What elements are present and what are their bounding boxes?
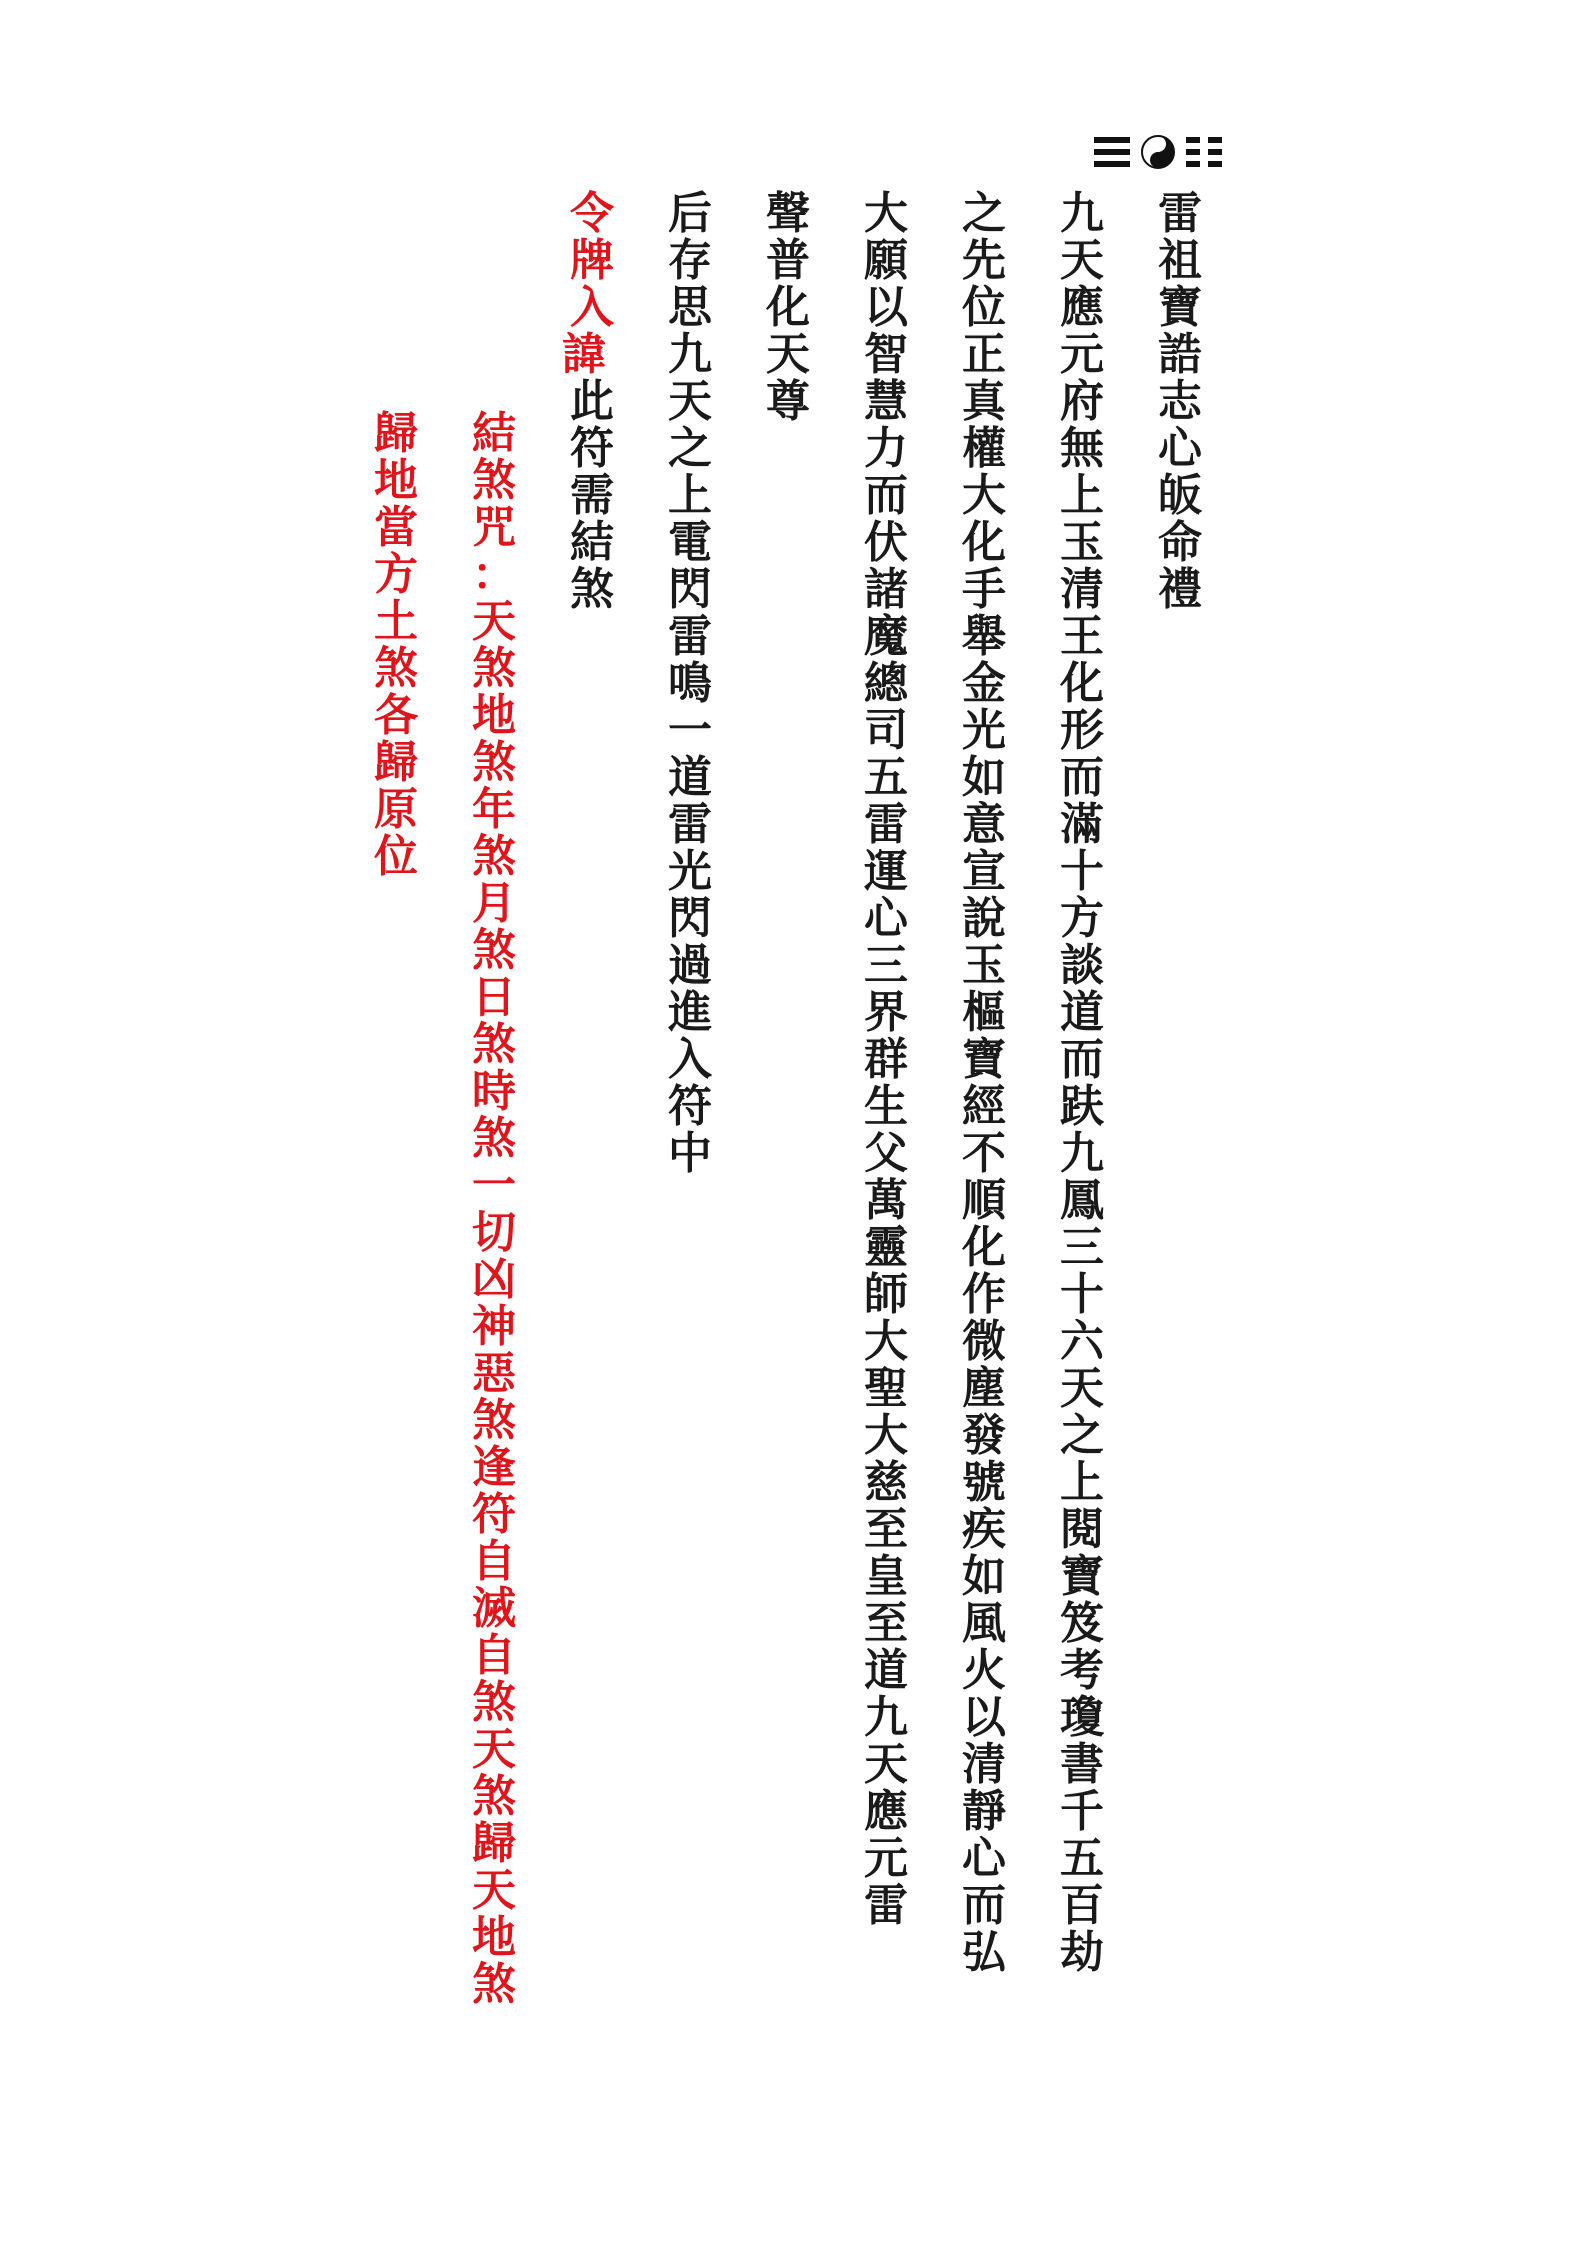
qian-trigram-icon xyxy=(1094,134,1130,170)
column-4-text: 大願 以智慧力而伏諸魔 總司五雷 運心三界 群生父 萬靈師 大聖大慈 至皇至道 九天應元雷 xyxy=(864,188,952,1931)
column-6 xyxy=(660,188,756,1190)
header-symbols xyxy=(1094,134,1224,174)
column-7-text: 此符需結煞 xyxy=(570,329,650,615)
column-1 xyxy=(1150,188,1246,670)
column-8 xyxy=(464,408,560,2110)
column-2-text: 九天應元府 無上玉清王 化形而滿十方 談道而趺九鳳 三十六天之上 閱寶笈 考瓊書 千五百劫 xyxy=(1060,188,1148,1978)
column-1-text: 雷祖寶誥 志心皈命禮 xyxy=(1158,188,1246,615)
column-3 xyxy=(954,188,1050,2110)
column-3-text: 之先 位正真 權大化 手舉金光如意 宣說玉樞寶經 不順化作微塵 發號疾如風火 以清靜心而弘 xyxy=(962,188,1050,1978)
column-5 xyxy=(758,190,818,450)
column-7 xyxy=(562,188,650,630)
column-7-heading: 令牌入諱 xyxy=(562,188,614,380)
column-5-text: 聲普化天尊 xyxy=(766,188,810,427)
taiji-icon xyxy=(1140,134,1176,170)
column-4 xyxy=(856,188,952,2110)
column-2 xyxy=(1052,188,1148,2110)
column-8-text: 結煞咒：天煞地煞 年煞月煞 日煞時煞 一切凶神惡煞 逢符自滅自煞 天煞歸天 地煞 xyxy=(472,408,560,2010)
column-9 xyxy=(366,408,462,930)
column-9-text: 歸地 當方土煞 各歸原位 xyxy=(374,408,462,882)
column-6-text: 后存思九天之上電閃雷鳴 一道雷光閃過進入符中 xyxy=(668,188,756,1179)
kun-trigram-icon xyxy=(1186,134,1222,170)
